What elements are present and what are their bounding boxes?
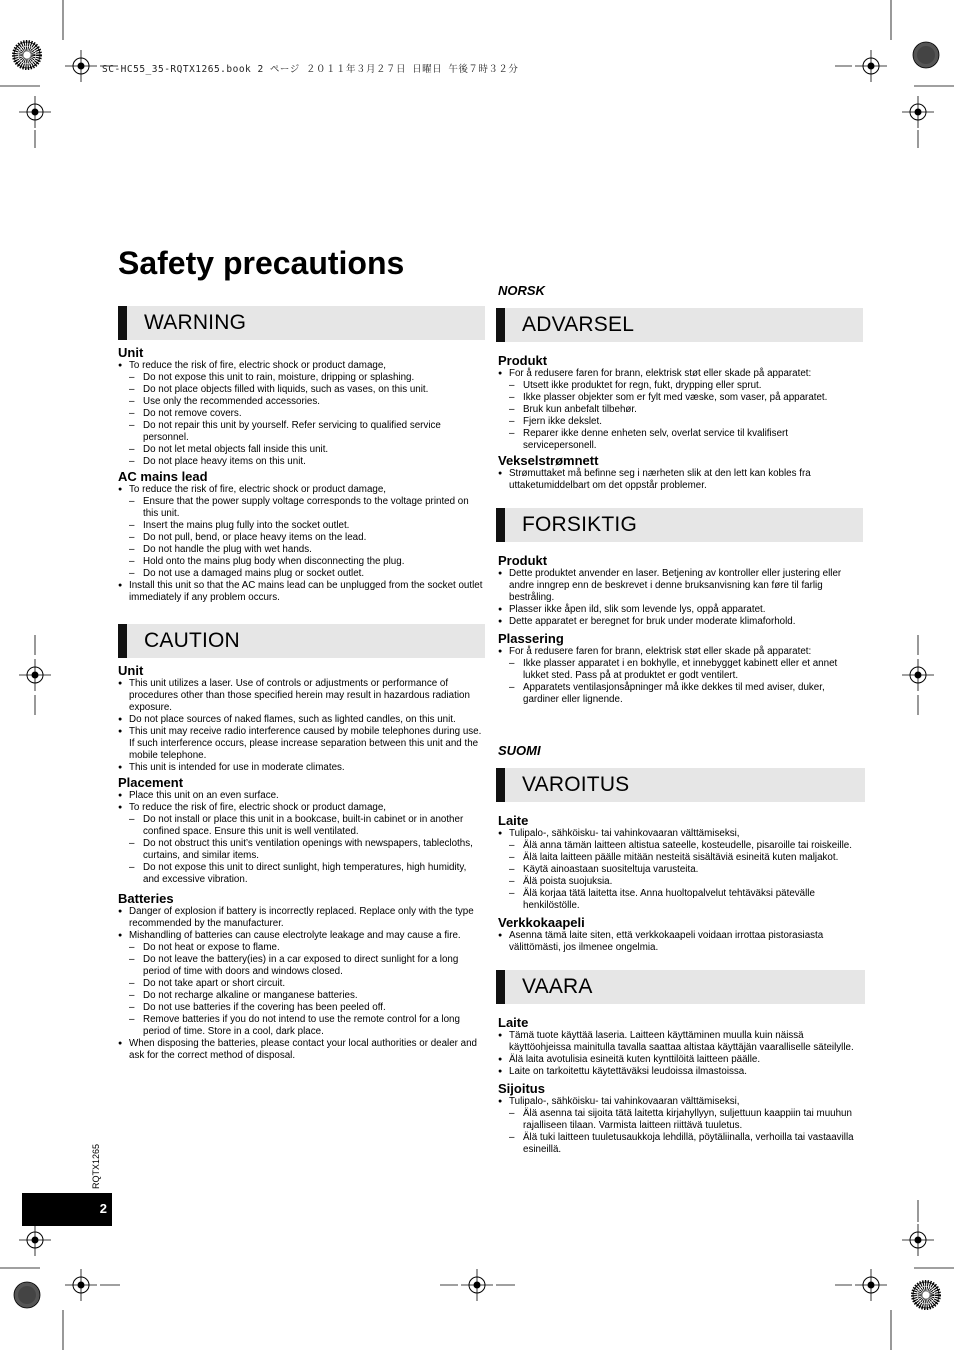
- produkt-heading: Produkt: [498, 353, 548, 368]
- dash-item: – Hold onto the mains plug body when disconnecting the plug.: [118, 556, 485, 568]
- unit-heading: Unit: [118, 663, 144, 678]
- bullet-item: ● This unit may receive radio interference caused by mobile telephones during use. If such interference occurs, please increase separation between this unit and the mobile telephone.: [118, 726, 485, 762]
- bullet-item: ● Laite on tarkoitettu käytettäväksi leudoissa ilmastoissa.: [498, 1066, 865, 1078]
- varoitus-heading: VAROITUS: [522, 773, 630, 796]
- vekselstromnett-heading: Vekselstrømnett: [498, 453, 599, 468]
- bullet-item: ● Dette produktet anvender en laser. Betjening av kontroller eller justering eller andre inngrep enn de beskrevet i denne bruksanvisning kan føre til farlig bestråling.: [498, 568, 863, 604]
- dash-item: – Do not install or place this unit in a bookcase, built-in cabinet or in another confined space. Ensure this unit is well ventilated.: [118, 814, 485, 838]
- crosshair-mark-icon: [902, 96, 934, 128]
- bullet-item: ● When disposing the batteries, please contact your local authorities or dealer and ask for the correct method of disposal.: [118, 1038, 485, 1062]
- dash-item: – Do not leave the battery(ies) in a car exposed to direct sunlight for a long period of time with doors and windows closed.: [118, 954, 485, 978]
- language-label-norsk: NORSK: [498, 283, 545, 298]
- dash-item: – Reparer ikke denne enheten selv, overlat service til kvalifisert servicepersonell.: [498, 428, 863, 452]
- box-bar: [118, 624, 127, 658]
- language-label-suomi: SUOMI: [498, 743, 541, 758]
- warning-box: [118, 306, 485, 340]
- advarsel-box: [496, 308, 863, 342]
- box-bar: [118, 306, 127, 340]
- placement-heading: Placement: [118, 775, 184, 790]
- crosshair-mark-icon: [902, 1224, 934, 1256]
- varoitus-box: [496, 768, 865, 802]
- dash-item: – Älä laita laitteen päälle mitään nesteitä sisältäviä esineitä kuten maljakot.: [498, 852, 865, 864]
- dash-item: – Apparatets ventilasjonsåpninger må ikke dekkes til med aviser, duker, gardiner eller lignende.: [498, 682, 863, 706]
- dash-item: – Ikke plasser apparatet i en bokhylle, et innebygget kabinett eller et annet lukket sted. Pass på at produktet er godt ventilert.: [498, 658, 863, 682]
- box-bar: [496, 508, 505, 542]
- bullet-item: ● Danger of explosion if battery is incorrectly replaced. Replace only with the type recommended by the manufacturer.: [118, 906, 485, 930]
- crosshair-mark-icon: [19, 659, 51, 691]
- left-column: [118, 306, 485, 1062]
- dash-item: – Do not place objects filled with liquids, such as vases, on this unit.: [118, 384, 485, 396]
- batteries-heading: Batteries: [118, 891, 174, 906]
- forsiktig-box: [496, 508, 863, 542]
- bullet-item: ● Tulipalo-, sähköisku- tai vahinkovaaran välttämiseksi,: [498, 828, 865, 840]
- bullet-item: ● Tulipalo-, sähköisku- tai vahinkovaaran välttämiseksi,: [498, 1096, 865, 1108]
- sijoitus-heading: Sijoitus: [498, 1081, 545, 1096]
- dash-item: – Use only the recommended accessories.: [118, 396, 485, 408]
- ac-mains-heading: AC mains lead: [118, 469, 208, 484]
- page-title: Safety precautions: [118, 245, 405, 281]
- produkt-heading: Produkt: [498, 553, 548, 568]
- bullet-item: ● This unit is intended for use in moderate climates.: [118, 762, 485, 774]
- dash-item: – Do not remove covers.: [118, 408, 485, 420]
- starburst-mark-icon: [14, 42, 40, 68]
- dash-item: – Do not pull, bend, or place heavy items on the lead.: [118, 532, 485, 544]
- dash-item: – Älä tuki laitteen tuuletusaukkoja lehdillä, pöytäliinalla, verhoilla tai vastaavilla esineillä.: [498, 1132, 865, 1156]
- crosshair-mark-icon: [65, 1269, 97, 1301]
- dash-item: – Do not take apart or short circuit.: [118, 978, 485, 990]
- bullet-item: ● Dette apparatet er beregnet for bruk under moderate klimaforhold.: [498, 616, 863, 628]
- bullet-item: ● Mishandling of batteries can cause electrolyte leakage and may cause a fire.: [118, 930, 485, 942]
- verkkokaapeli-heading: Verkkokaapeli: [498, 915, 585, 930]
- bullet-item: ● To reduce the risk of fire, electric shock or product damage,: [118, 484, 485, 496]
- dash-item: – Fjern ikke dekslet.: [498, 416, 863, 428]
- dash-item: – Utsett ikke produktet for regn, fukt, drypping eller sprut.: [498, 380, 863, 392]
- dash-item: – Insert the mains plug fully into the socket outlet.: [118, 520, 485, 532]
- bullet-item: ● For å redusere faren for brann, elektrisk støt eller skade på apparatet:: [498, 368, 863, 380]
- box-bar: [496, 308, 505, 342]
- dash-item: – Käytä ainoastaan suositeltuja varusteita.: [498, 864, 865, 876]
- crosshair-mark-icon: [855, 1269, 887, 1301]
- bullet-item: ● For å redusere faren for brann, elektrisk støt eller skade på apparatet:: [498, 646, 863, 658]
- bullet-item: ● Strømuttaket må befinne seg i nærheten slik at den lett kan kobles fra uttaketumiddelbart om det oppstår problemer.: [498, 468, 863, 492]
- page-number-box: [22, 1193, 112, 1226]
- bullet-item: ● Place this unit on an even surface.: [118, 790, 485, 802]
- box-bar: [496, 970, 505, 1004]
- crosshair-mark-icon: [902, 659, 934, 691]
- vaara-box: [496, 970, 865, 1004]
- dash-item: – Do not use a damaged mains plug or socket outlet.: [118, 568, 485, 580]
- bullet-item: ● Älä laita avotulisia esineitä kuten kynttilöitä laitteen päälle.: [498, 1054, 865, 1066]
- dash-item: – Älä poista suojuksia.: [498, 876, 865, 888]
- crosshair-mark-icon: [461, 1269, 493, 1301]
- gray-disc-mark-icon: [14, 1282, 40, 1308]
- bullet-item: ● This unit utilizes a laser. Use of controls or adjustments or performance of procedures other than those specified herein may result in hazardous radiation exposure.: [118, 678, 485, 714]
- dash-item: – Do not expose this unit to direct sunlight, high temperatures, high humidity, and excessive vibration.: [118, 862, 485, 886]
- caution-box: [118, 624, 485, 658]
- crosshair-mark-icon: [19, 96, 51, 128]
- bullet-item: ● Tämä tuote käyttää laseria. Laitteen käyttäminen muulla kuin näissä käyttöohjeissa mainitulla tavalla saattaa altistaa käyttäjän vaaralliselle säteilylle.: [498, 1030, 865, 1054]
- dash-item: – Bruk kun anbefalt tilbehør.: [498, 404, 863, 416]
- plassering-heading: Plassering: [498, 631, 564, 646]
- dash-item: – Do not use batteries if the covering has been peeled off.: [118, 1002, 485, 1014]
- dash-item: – Do not let metal objects fall inside this unit.: [118, 444, 485, 456]
- dash-item: – Do not obstruct this unit’s ventilation openings with newspapers, tablecloths, curtains, and similar items.: [118, 838, 485, 862]
- bullet-item: ● Asenna tämä laite siten, että verkkokaapeli voidaan irrottaa pistorasiasta välittömästi, jos ilmenee ongelmia.: [498, 930, 865, 954]
- forsiktig-heading: FORSIKTIG: [522, 513, 637, 536]
- starburst-mark-icon: [913, 1282, 939, 1308]
- dash-item: – Do not handle the plug with wet hands.: [118, 544, 485, 556]
- laite-heading: Laite: [498, 1015, 529, 1030]
- dash-item: – Älä anna tämän laitteen altistua sateelle, kosteudelle, pisaroille tai roiskeille.: [498, 840, 865, 852]
- dash-item: – Remove batteries if you do not intend to use the remote control for a long period of time. Store in a cool, dark place.: [118, 1014, 485, 1038]
- bullet-item: ● To reduce the risk of fire, electric shock or product damage,: [118, 802, 485, 814]
- dash-item: – Älä korjaa tätä laitetta itse. Anna huoltopalvelut tehtäväksi pätevälle henkilöstölle.: [498, 888, 865, 912]
- gray-disc-mark-icon: [913, 42, 939, 68]
- bullet-item: ● Do not place sources of naked flames, such as lighted candles, on this unit.: [118, 714, 485, 726]
- bullet-item: ● Install this unit so that the AC mains lead can be unplugged from the socket outlet immediately if any problem occurs.: [118, 580, 485, 604]
- bullet-item: ● To reduce the risk of fire, electric shock or product damage,: [118, 360, 485, 372]
- caution-heading: CAUTION: [144, 629, 240, 652]
- dash-item: – Do not place heavy items on this unit.: [118, 456, 485, 468]
- warning-heading: WARNING: [144, 311, 247, 334]
- dash-item: – Do not expose this unit to rain, moisture, dripping or splashing.: [118, 372, 485, 384]
- dash-item: – Ensure that the power supply voltage corresponds to the voltage printed on this unit.: [118, 496, 485, 520]
- dash-item: – Ikke plasser objekter som er fylt med væske, som vaser, på apparatet.: [498, 392, 863, 404]
- dash-item: – Do not heat or expose to flame.: [118, 942, 485, 954]
- dash-item: – Do not repair this unit by yourself. Refer servicing to qualified service personnel.: [118, 420, 485, 444]
- box-bar: [496, 768, 505, 802]
- document-code: RQTX1265: [91, 1143, 101, 1189]
- crosshair-mark-icon: [19, 1224, 51, 1256]
- vaara-heading: VAARA: [522, 975, 593, 998]
- page-number: 2: [99, 1201, 107, 1216]
- advarsel-heading: ADVARSEL: [522, 313, 635, 336]
- crosshair-mark-icon: [65, 50, 97, 82]
- right-column-norsk: [496, 308, 863, 706]
- crosshair-mark-icon: [855, 50, 887, 82]
- dash-item: – Älä asenna tai sijoita tätä laitetta kirjahyllyyn, suljettuun kaappiin tai muuhun rajalliseen tilaan. Varmista laitteen riittävä tuuletus.: [498, 1108, 865, 1132]
- dash-item: – Do not recharge alkaline or manganese batteries.: [118, 990, 485, 1002]
- print-header: SC-HC55_35-RQTX1265.book 2 ページ ２０１１年３月２７日 日曜日 午後７時３２分: [102, 64, 519, 75]
- unit-heading: Unit: [118, 345, 144, 360]
- laite-heading: Laite: [498, 813, 529, 828]
- right-column-suomi: [496, 768, 865, 1156]
- bullet-item: ● Plasser ikke åpen ild, slik som levende lys, oppå apparatet.: [498, 604, 863, 616]
